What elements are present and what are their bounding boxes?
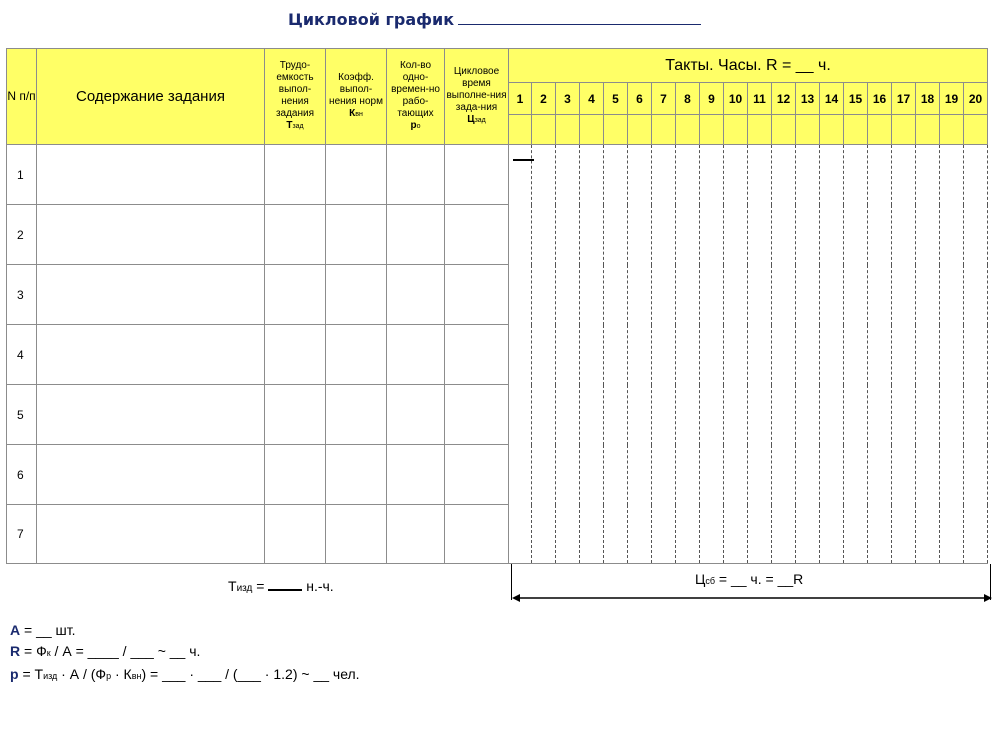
data-cell[interactable] xyxy=(445,385,509,445)
tact-cell[interactable] xyxy=(916,145,940,205)
data-cell[interactable] xyxy=(37,445,265,505)
tact-cell[interactable] xyxy=(916,505,940,564)
tact-cell[interactable] xyxy=(604,145,628,205)
tact-cell[interactable] xyxy=(724,505,748,564)
tizd-total xyxy=(228,577,334,594)
tact-cell[interactable] xyxy=(676,145,700,205)
tact-cell[interactable] xyxy=(509,505,532,564)
data-cell[interactable] xyxy=(265,445,326,505)
tact-empty-cell xyxy=(868,115,892,145)
tact-cell[interactable] xyxy=(796,145,820,205)
data-cell[interactable] xyxy=(387,265,445,325)
tact-empty-cell xyxy=(940,115,964,145)
tact-cell[interactable] xyxy=(916,265,940,325)
csb-rest: = __ ч. = __R xyxy=(715,571,804,587)
tact-cell[interactable] xyxy=(748,145,772,205)
formula-p-text: = Т xyxy=(18,666,44,682)
row-number: 2 xyxy=(7,205,37,265)
header-labor-symbol: Т xyxy=(286,120,293,131)
tact-cell[interactable] xyxy=(940,205,964,265)
data-cell[interactable] xyxy=(326,505,387,564)
tact-cell[interactable] xyxy=(916,445,940,505)
data-cell[interactable] xyxy=(445,145,509,205)
row-number: 3 xyxy=(7,265,37,325)
tact-cell[interactable] xyxy=(604,205,628,265)
tact-cell[interactable] xyxy=(772,145,796,205)
tact-cell[interactable] xyxy=(820,205,844,265)
tact-empty-cell xyxy=(724,115,748,145)
tizd-eq: = xyxy=(252,578,269,594)
tact-cell[interactable] xyxy=(772,205,796,265)
tact-cell[interactable] xyxy=(820,445,844,505)
tact-cell[interactable] xyxy=(964,445,988,505)
header-coef xyxy=(326,49,387,145)
tact-cell[interactable] xyxy=(676,205,700,265)
tact-number-7: 7 xyxy=(652,83,676,115)
tact-cell[interactable] xyxy=(964,325,988,385)
row-number: 6 xyxy=(7,445,37,505)
tact-number-4: 4 xyxy=(580,83,604,115)
tact-empty-cell xyxy=(916,115,940,145)
tact-number-11: 11 xyxy=(748,83,772,115)
tact-cell[interactable] xyxy=(676,445,700,505)
tizd-prefix: Т xyxy=(228,578,237,594)
formula-r xyxy=(10,641,360,664)
tact-empty-cell xyxy=(700,115,724,145)
tact-cell[interactable] xyxy=(724,205,748,265)
tact-cell[interactable] xyxy=(868,505,892,564)
tact-cell[interactable] xyxy=(580,325,604,385)
formula-r-label: R xyxy=(10,643,21,659)
tact-cell[interactable] xyxy=(604,325,628,385)
formula-p-label: р xyxy=(10,666,19,682)
tact-cell[interactable] xyxy=(724,385,748,445)
tact-cell[interactable] xyxy=(700,205,724,265)
header-labor xyxy=(265,49,326,145)
header-count-symbol: р xyxy=(410,120,417,131)
tact-number-15: 15 xyxy=(844,83,868,115)
tact-cell[interactable] xyxy=(796,265,820,325)
tact-cell[interactable] xyxy=(772,325,796,385)
tact-cell[interactable] xyxy=(532,445,556,505)
tact-cell[interactable] xyxy=(509,385,532,445)
tact-cell[interactable] xyxy=(652,505,676,564)
tact-cell[interactable] xyxy=(556,265,580,325)
tact-cell[interactable] xyxy=(652,265,676,325)
data-cell[interactable] xyxy=(326,385,387,445)
table-row xyxy=(7,265,988,325)
tact-cell[interactable] xyxy=(580,505,604,564)
tact-cell[interactable] xyxy=(532,205,556,265)
tact-cell[interactable] xyxy=(820,385,844,445)
header-tacts: Такты. Часы. R = __ ч. xyxy=(509,49,988,83)
tact-cell[interactable] xyxy=(700,445,724,505)
tact-empty-cell xyxy=(772,115,796,145)
tact-cell[interactable] xyxy=(820,145,844,205)
tact-cell[interactable] xyxy=(772,445,796,505)
tact-cell[interactable] xyxy=(604,265,628,325)
tact-number-18: 18 xyxy=(916,83,940,115)
tact-cell[interactable] xyxy=(868,385,892,445)
tact-cell[interactable] xyxy=(796,325,820,385)
tact-number-1: 1 xyxy=(509,83,532,115)
tact-cell[interactable] xyxy=(772,385,796,445)
tact-number-13: 13 xyxy=(796,83,820,115)
tact-number-3: 3 xyxy=(556,83,580,115)
tact-number-10: 10 xyxy=(724,83,748,115)
tact-cell[interactable] xyxy=(844,325,868,385)
tact-cell[interactable] xyxy=(940,445,964,505)
data-cell[interactable] xyxy=(445,505,509,564)
tact-cell[interactable] xyxy=(748,505,772,564)
tact-cell[interactable] xyxy=(964,145,988,205)
tact-cell[interactable] xyxy=(964,505,988,564)
tact-cell[interactable] xyxy=(868,205,892,265)
tizd-unit: н.-ч. xyxy=(302,578,334,594)
data-cell[interactable] xyxy=(265,325,326,385)
csb-total xyxy=(695,571,803,587)
header-cycle-text: Цикловое время выполне-ния зада-ния xyxy=(446,66,507,113)
tact-cell[interactable] xyxy=(892,205,916,265)
tact-empty-cell xyxy=(532,115,556,145)
tact-cell[interactable] xyxy=(916,325,940,385)
tact-cell[interactable] xyxy=(628,145,652,205)
tact-cell[interactable] xyxy=(940,325,964,385)
tact-cell[interactable] xyxy=(892,505,916,564)
tact-cell[interactable] xyxy=(940,505,964,564)
tact-cell[interactable] xyxy=(844,385,868,445)
tact-cell[interactable] xyxy=(748,205,772,265)
table-row xyxy=(7,445,988,505)
tact-cell[interactable] xyxy=(652,325,676,385)
tact-cell[interactable] xyxy=(940,145,964,205)
tact-number-8: 8 xyxy=(676,83,700,115)
tact-cell[interactable] xyxy=(964,265,988,325)
title-text: Цикловой график xyxy=(288,10,455,29)
tact-empty-cell xyxy=(748,115,772,145)
tact-empty-cell xyxy=(628,115,652,145)
formula-p-sub1: изд xyxy=(43,671,58,681)
tact-cell[interactable] xyxy=(556,505,580,564)
tact-cell[interactable] xyxy=(796,505,820,564)
tact-number-5: 5 xyxy=(604,83,628,115)
tact-cell[interactable] xyxy=(724,145,748,205)
formula-r-sub: к xyxy=(46,648,51,658)
formula-p-sub3: вн xyxy=(131,671,142,681)
data-cell[interactable] xyxy=(37,325,265,385)
tact-cell[interactable] xyxy=(604,505,628,564)
tact-cell[interactable] xyxy=(724,265,748,325)
header-coef-text: Коэфф. выпол-нения норм xyxy=(329,72,383,107)
tact-cell[interactable] xyxy=(676,265,700,325)
data-cell[interactable] xyxy=(326,325,387,385)
formula-p-sub2: р xyxy=(106,671,112,681)
tact-cell[interactable] xyxy=(748,445,772,505)
tact-cell[interactable] xyxy=(652,205,676,265)
header-cycle xyxy=(445,49,509,145)
tact-number-17: 17 xyxy=(892,83,916,115)
tact-cell[interactable] xyxy=(796,445,820,505)
tact-cell[interactable] xyxy=(556,145,580,205)
data-cell[interactable] xyxy=(445,265,509,325)
tact-cell[interactable] xyxy=(628,385,652,445)
tact-cell[interactable] xyxy=(916,385,940,445)
header-coef-sub: вн xyxy=(355,111,363,118)
tact-cell[interactable] xyxy=(676,385,700,445)
tact-cell[interactable] xyxy=(916,205,940,265)
tact-cell[interactable] xyxy=(796,205,820,265)
tact-number-16: 16 xyxy=(868,83,892,115)
tact-cell[interactable] xyxy=(652,385,676,445)
tact-cell[interactable] xyxy=(868,325,892,385)
formula-p-mid: · А / (Ф xyxy=(57,666,107,682)
data-cell[interactable] xyxy=(387,205,445,265)
tact-empty-cell xyxy=(892,115,916,145)
data-cell[interactable] xyxy=(265,205,326,265)
row-number: 5 xyxy=(7,385,37,445)
header-cycle-sub: зад xyxy=(474,117,486,124)
tact-cell[interactable] xyxy=(532,325,556,385)
tact-empty-cell xyxy=(556,115,580,145)
data-cell[interactable] xyxy=(387,325,445,385)
tact-cell[interactable] xyxy=(700,385,724,445)
data-cell[interactable] xyxy=(37,205,265,265)
cycle-schedule-table xyxy=(6,48,988,564)
tact-cell[interactable] xyxy=(700,265,724,325)
double-arrow-icon xyxy=(512,593,992,603)
tact-cell[interactable] xyxy=(628,265,652,325)
tact-number-9: 9 xyxy=(700,83,724,115)
header-cycle-symbol: Ц xyxy=(467,114,475,125)
tact-cell[interactable] xyxy=(844,205,868,265)
tact-cell[interactable] xyxy=(509,145,532,205)
data-cell[interactable] xyxy=(37,505,265,564)
tact-cell[interactable] xyxy=(748,325,772,385)
data-cell[interactable] xyxy=(445,325,509,385)
tact-cell[interactable] xyxy=(604,385,628,445)
tact-cell[interactable] xyxy=(509,265,532,325)
data-cell[interactable] xyxy=(37,265,265,325)
tact-cell[interactable] xyxy=(532,385,556,445)
tact-empty-cell xyxy=(652,115,676,145)
tact-empty-cell xyxy=(509,115,532,145)
tact-empty-cell xyxy=(676,115,700,145)
tact-cell[interactable] xyxy=(892,325,916,385)
data-cell[interactable] xyxy=(37,385,265,445)
formula-p xyxy=(10,664,360,687)
tact-cell[interactable] xyxy=(580,145,604,205)
tact-cell[interactable] xyxy=(820,325,844,385)
tact-empty-cell xyxy=(604,115,628,145)
tact-cell[interactable] xyxy=(700,325,724,385)
table-row xyxy=(7,145,988,205)
row-number: 7 xyxy=(7,505,37,564)
table-row xyxy=(7,505,988,564)
tact-cell[interactable] xyxy=(724,325,748,385)
header-np: N п/п xyxy=(7,49,37,145)
data-cell[interactable] xyxy=(387,385,445,445)
data-cell[interactable] xyxy=(326,145,387,205)
formula-r-text: = Ф xyxy=(20,643,47,659)
tact-cell[interactable] xyxy=(796,385,820,445)
csb-sub: сб xyxy=(705,576,716,586)
tact-cell[interactable] xyxy=(556,205,580,265)
tact-cell[interactable] xyxy=(628,505,652,564)
tact-number-12: 12 xyxy=(772,83,796,115)
row-number: 1 xyxy=(7,145,37,205)
tact-cell[interactable] xyxy=(844,445,868,505)
tact-cell[interactable] xyxy=(556,385,580,445)
tact-cell[interactable] xyxy=(964,385,988,445)
tact-empty-cell xyxy=(820,115,844,145)
tact-cell[interactable] xyxy=(820,265,844,325)
tact-number-14: 14 xyxy=(820,83,844,115)
tact-number-20: 20 xyxy=(964,83,988,115)
tact-cell[interactable] xyxy=(509,325,532,385)
tact-cell[interactable] xyxy=(676,325,700,385)
tact-cell[interactable] xyxy=(844,505,868,564)
tact-cell[interactable] xyxy=(556,445,580,505)
tact-cell[interactable] xyxy=(868,445,892,505)
tact-cell[interactable] xyxy=(532,145,556,205)
formula-a-text: = __ шт. xyxy=(20,622,76,638)
tact-cell[interactable] xyxy=(700,505,724,564)
data-cell[interactable] xyxy=(326,265,387,325)
tact-cell[interactable] xyxy=(964,205,988,265)
data-cell[interactable] xyxy=(265,265,326,325)
table-row xyxy=(7,205,988,265)
tact-cell[interactable] xyxy=(844,265,868,325)
tizd-sub: изд xyxy=(236,583,253,594)
header-content: Содержание задания xyxy=(37,49,265,145)
tact-number-19: 19 xyxy=(940,83,964,115)
tact-cell[interactable] xyxy=(580,385,604,445)
tact-cell[interactable] xyxy=(604,445,628,505)
tact-cell[interactable] xyxy=(580,265,604,325)
header-count xyxy=(387,49,445,145)
tact-cell[interactable] xyxy=(940,385,964,445)
tact-cell[interactable] xyxy=(532,265,556,325)
data-cell[interactable] xyxy=(265,505,326,564)
tact-number-6: 6 xyxy=(628,83,652,115)
tact-cell[interactable] xyxy=(868,145,892,205)
data-cell[interactable] xyxy=(326,205,387,265)
tact-cell[interactable] xyxy=(580,205,604,265)
csb-prefix: Ц xyxy=(695,571,706,587)
data-cell[interactable] xyxy=(445,205,509,265)
data-cell[interactable] xyxy=(387,145,445,205)
row-number: 4 xyxy=(7,325,37,385)
tact-cell[interactable] xyxy=(748,385,772,445)
tact-cell[interactable] xyxy=(509,445,532,505)
tact-cell[interactable] xyxy=(532,505,556,564)
tact-cell[interactable] xyxy=(724,445,748,505)
data-cell[interactable] xyxy=(445,445,509,505)
tact-cell[interactable] xyxy=(892,385,916,445)
tact-empty-cell xyxy=(796,115,820,145)
data-cell[interactable] xyxy=(265,145,326,205)
tact-cell[interactable] xyxy=(556,325,580,385)
table-row xyxy=(7,325,988,385)
tact-cell[interactable] xyxy=(700,145,724,205)
tact-cell[interactable] xyxy=(628,205,652,265)
tact-cell[interactable] xyxy=(820,505,844,564)
header-labor-sub: зад xyxy=(292,123,304,130)
tact-cell[interactable] xyxy=(628,445,652,505)
tact-cell[interactable] xyxy=(628,325,652,385)
tizd-blank xyxy=(268,577,302,591)
tact-empty-cell xyxy=(580,115,604,145)
table-body xyxy=(7,145,988,564)
tact-cell[interactable] xyxy=(772,265,796,325)
tact-cell[interactable] xyxy=(892,145,916,205)
tact-empty-cell xyxy=(964,115,988,145)
data-cell[interactable] xyxy=(387,445,445,505)
formula-p-mid2: · К xyxy=(111,666,132,682)
data-cell[interactable] xyxy=(265,385,326,445)
tact-number-2: 2 xyxy=(532,83,556,115)
table-row xyxy=(7,385,988,445)
header-labor-text: Трудо-емкость выпол-нения задания xyxy=(275,60,315,119)
tact-cell[interactable] xyxy=(652,145,676,205)
tact-cell[interactable] xyxy=(868,265,892,325)
tact-cell[interactable] xyxy=(580,445,604,505)
header-count-text: Кол-во одно-времен-но рабо-тающих xyxy=(391,60,440,119)
formula-a-label: А xyxy=(10,622,21,638)
schedule-mark xyxy=(513,159,534,161)
tact-cell[interactable] xyxy=(892,265,916,325)
formula-a xyxy=(10,620,360,641)
tact-cell[interactable] xyxy=(772,505,796,564)
tact-cell[interactable] xyxy=(676,505,700,564)
tact-cell[interactable] xyxy=(652,445,676,505)
data-cell[interactable] xyxy=(387,505,445,564)
formula-r-rest: / А = ____ / ___ ~ __ ч. xyxy=(50,643,201,659)
tact-cell[interactable] xyxy=(748,265,772,325)
header-count-sub: о xyxy=(416,123,421,130)
header-coef-symbol: К xyxy=(349,108,356,119)
data-cell[interactable] xyxy=(37,145,265,205)
tact-cell[interactable] xyxy=(509,205,532,265)
formula-p-rest: ) = ___ · ___ / (___ · 1.2) ~ __ чел. xyxy=(141,666,360,682)
title-blank-line xyxy=(458,10,701,25)
tact-empty-cell xyxy=(844,115,868,145)
tact-cell[interactable] xyxy=(844,145,868,205)
data-cell[interactable] xyxy=(326,445,387,505)
tact-cell[interactable] xyxy=(892,445,916,505)
formulas-block xyxy=(10,620,360,687)
page-title xyxy=(288,10,701,29)
tact-cell[interactable] xyxy=(940,265,964,325)
